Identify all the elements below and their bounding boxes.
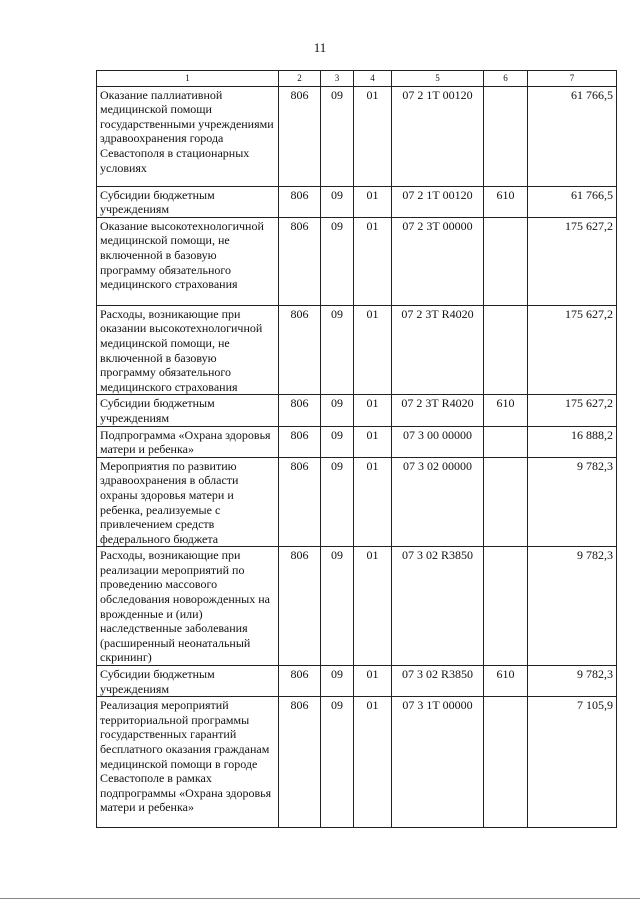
row-col4: 01	[354, 395, 392, 426]
row-col4: 01	[354, 86, 392, 186]
row-name: Расходы, возникающие при оказании высокотехнологичной медицинской помощи, не включенной в базовую программу обязательного медицинского страхования	[97, 305, 279, 395]
page-number: 11	[313, 40, 327, 55]
table-row	[97, 426, 617, 457]
table-row	[97, 305, 617, 395]
table-row	[97, 86, 617, 186]
row-col3: 09	[321, 395, 354, 426]
row-name: Субсидии бюджетным учреждениям	[97, 666, 279, 697]
header-col-2: 2	[279, 71, 321, 87]
row-col6	[484, 305, 528, 395]
row-col6: 610	[484, 395, 528, 426]
row-col2: 806	[279, 86, 321, 186]
row-name: Мероприятия по развитию здравоохранения в области охраны здоровья матери и ребенка, реализуемые с привлечением средств федерального бюджета	[97, 457, 279, 547]
row-amount: 9 782,3	[528, 666, 617, 697]
row-amount: 7 105,9	[528, 697, 617, 828]
row-col5: 07 3 1Т 00000	[392, 697, 484, 828]
row-col6	[484, 217, 528, 305]
table-row	[97, 697, 617, 828]
row-col5: 07 3 02 R3850	[392, 666, 484, 697]
table-row	[97, 666, 617, 697]
row-col6	[484, 457, 528, 547]
row-amount: 175 627,2	[528, 217, 617, 305]
table-row	[97, 547, 617, 666]
row-col4: 01	[354, 457, 392, 547]
row-col3: 09	[321, 697, 354, 828]
row-col4: 01	[354, 217, 392, 305]
row-col3: 09	[321, 86, 354, 186]
row-name: Субсидии бюджетным учреждениям	[97, 395, 279, 426]
row-col5: 07 2 3Т 00000	[392, 217, 484, 305]
row-col6	[484, 697, 528, 828]
row-amount: 9 782,3	[528, 547, 617, 666]
header-col-3: 3	[321, 71, 354, 87]
table-row	[97, 217, 617, 305]
row-col5: 07 2 1Т 00120	[392, 86, 484, 186]
row-col5: 07 3 00 00000	[392, 426, 484, 457]
row-col6	[484, 547, 528, 666]
row-col2: 806	[279, 395, 321, 426]
table-row	[97, 395, 617, 426]
row-amount: 61 766,5	[528, 86, 617, 186]
row-col6: 610	[484, 666, 528, 697]
row-amount: 175 627,2	[528, 305, 617, 395]
page-bottom-edge	[0, 898, 640, 899]
row-amount: 16 888,2	[528, 426, 617, 457]
row-col2: 806	[279, 697, 321, 828]
row-col2: 806	[279, 305, 321, 395]
row-col6	[484, 86, 528, 186]
row-col3: 09	[321, 217, 354, 305]
table-row	[97, 457, 617, 547]
row-name: Расходы, возникающие при реализации мероприятий по проведению массового обследования новорожденных на врожденные и (или) наследственные заболевания (расширенный неонатальный скрининг)	[97, 547, 279, 666]
row-col4: 01	[354, 666, 392, 697]
row-col6	[484, 426, 528, 457]
header-col-4: 4	[354, 71, 392, 87]
row-amount: 175 627,2	[528, 395, 617, 426]
row-col4: 01	[354, 186, 392, 217]
header-col-7: 7	[528, 71, 617, 87]
table-row	[97, 186, 617, 217]
row-col5: 07 2 1Т 00120	[392, 186, 484, 217]
row-col2: 806	[279, 186, 321, 217]
row-col5: 07 3 02 R3850	[392, 547, 484, 666]
row-name: Оказание паллиативной медицинской помощи государственными учреждениями здравоохранения города Севастополя в стационарных условиях	[97, 86, 279, 186]
row-col5: 07 2 3Т R4020	[392, 395, 484, 426]
row-col2: 806	[279, 666, 321, 697]
row-col3: 09	[321, 305, 354, 395]
budget-table	[96, 70, 617, 828]
header-row	[97, 71, 617, 87]
row-col4: 01	[354, 697, 392, 828]
row-col4: 01	[354, 426, 392, 457]
row-name: Подпрограмма «Охрана здоровья матери и ребенка»	[97, 426, 279, 457]
row-name: Субсидии бюджетным учреждениям	[97, 186, 279, 217]
row-col2: 806	[279, 457, 321, 547]
row-amount: 61 766,5	[528, 186, 617, 217]
row-col4: 01	[354, 305, 392, 395]
row-col6: 610	[484, 186, 528, 217]
row-col3: 09	[321, 186, 354, 217]
row-col3: 09	[321, 426, 354, 457]
row-col3: 09	[321, 457, 354, 547]
row-col2: 806	[279, 426, 321, 457]
header-col-6: 6	[484, 71, 528, 87]
row-col2: 806	[279, 217, 321, 305]
row-col5: 07 3 02 00000	[392, 457, 484, 547]
row-col3: 09	[321, 666, 354, 697]
row-name: Оказание высокотехнологичной медицинской помощи, не включенной в базовую программу обязательного медицинского страхования	[97, 217, 279, 305]
row-col5: 07 2 3Т R4020	[392, 305, 484, 395]
header-col-5: 5	[392, 71, 484, 87]
row-name: Реализация мероприятий территориальной программы государственных гарантий бесплатного оказания гражданам медицинской помощи в городе Севастополе в рамках подпрограммы «Охрана здоровья матери и ребенка»	[97, 697, 279, 828]
row-amount: 9 782,3	[528, 457, 617, 547]
header-col-1: 1	[97, 71, 279, 87]
row-col4: 01	[354, 547, 392, 666]
row-col3: 09	[321, 547, 354, 666]
row-col2: 806	[279, 547, 321, 666]
